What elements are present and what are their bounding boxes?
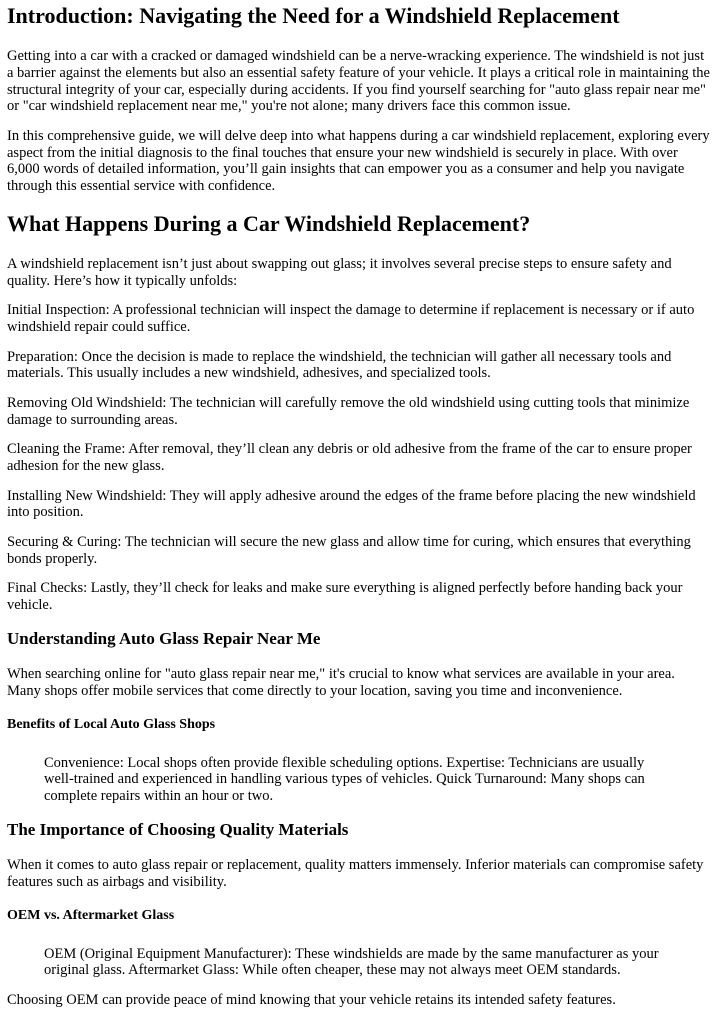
paragraph-installing-new-windshield: Installing New Windshield: They will apply adhesive around the edges of the frame before placing the new windshield into position. xyxy=(7,487,696,521)
paragraph-intro-1: Getting into a car with a cracked or damaged windshield can be a nerve-wracking experience. The windshield is not just a barrier against the elements but also an essential safety feature of your vehicle. It plays a critical role in maintaining the structural integrity of your car, especially during accidents. If you find yourself searching for "auto glass repair near me" or "car windshield replacement near me," you're not alone; many drivers face this common issue. xyxy=(7,48,710,115)
paragraph-removing-old-windshield: Removing Old Windshield: The technician will carefully remove the old windshield using cutting tools that minimize damage to surrounding areas. xyxy=(7,395,690,428)
paragraph-cleaning-the-frame: Cleaning the Frame: After removal, they’ll clean any debris or old adhesive from the frame of the car to ensure proper adhesion for the new glass. xyxy=(7,441,692,475)
paragraph-overview: A windshield replacement isn’t just about swapping out glass; it involves several precise steps to ensure safety and quality. Here’s how it typically unfolds: xyxy=(7,255,672,289)
heading-quality-materials: The Importance of Choosing Quality Materials xyxy=(7,819,349,839)
paragraph-securing-curing: Securing & Curing: The technician will secure the new glass and allow time for curing, which ensures that everything bonds properly. xyxy=(7,534,691,567)
blockquote-oem-aftermarket: OEM (Original Equipment Manufacturer): These windshields are made by the same manufacturer as your original glass. Aftermarket Glass: While often cheaper, these may not always meet OEM standards. xyxy=(44,945,659,979)
paragraph-searching-online: When searching online for "auto glass repair near me," it's crucial to know what services are available in your area. Many shops offer mobile services that come directly to your location, saving you time and inconvenience. xyxy=(7,666,675,699)
heading-what-happens: What Happens During a Car Windshield Replacement? xyxy=(7,210,531,236)
paragraph-initial-inspection: Initial Inspection: A professional technician will inspect the damage to determine if replacement is necessary or if auto windshield repair could suffice. xyxy=(7,302,695,335)
paragraph-intro-2: In this comprehensive guide, we will delve deep into what happens during a car windshield replacement, exploring every aspect from the initial diagnosis to the final touches that ensure your new windshield is securely in place. With over 6,000 words of detailed information, you’ll gain insights that can empower you as a consumer and help you navigate through this essential service with confidence. xyxy=(7,127,710,194)
paragraph-final-checks: Final Checks: Lastly, they’ll check for leaks and make sure everything is aligned perfectly before handing back your vehicle. xyxy=(7,580,683,614)
subheading-oem-vs-aftermarket: OEM vs. Aftermarket Glass xyxy=(7,907,175,923)
paragraph-choosing-oem: Choosing OEM can provide peace of mind knowing that your vehicle retains its intended safety features. xyxy=(7,992,616,1009)
paragraph-preparation: Preparation: Once the decision is made to replace the windshield, the technician will gather all necessary tools and materials. This usually includes a new windshield, adhesives, and specialized tools. xyxy=(7,348,672,382)
blockquote-benefits: Convenience: Local shops often provide flexible scheduling options. Expertise: Technicians are usually well-trained and experienced in handling various types of vehicles. Quick Turnaround: Many shops can complete repairs within an hour or two. xyxy=(44,754,645,805)
heading-understanding-auto-glass-repair: Understanding Auto Glass Repair Near Me xyxy=(7,628,321,648)
subheading-benefits-local-shops: Benefits of Local Auto Glass Shops xyxy=(7,716,216,732)
paragraph-quality-matters: When it comes to auto glass repair or replacement, quality matters immensely. Inferior materials can compromise safety features such as airbags and visibility. xyxy=(7,857,704,890)
heading-introduction: Introduction: Navigating the Need for a Windshield Replacement xyxy=(7,3,620,28)
